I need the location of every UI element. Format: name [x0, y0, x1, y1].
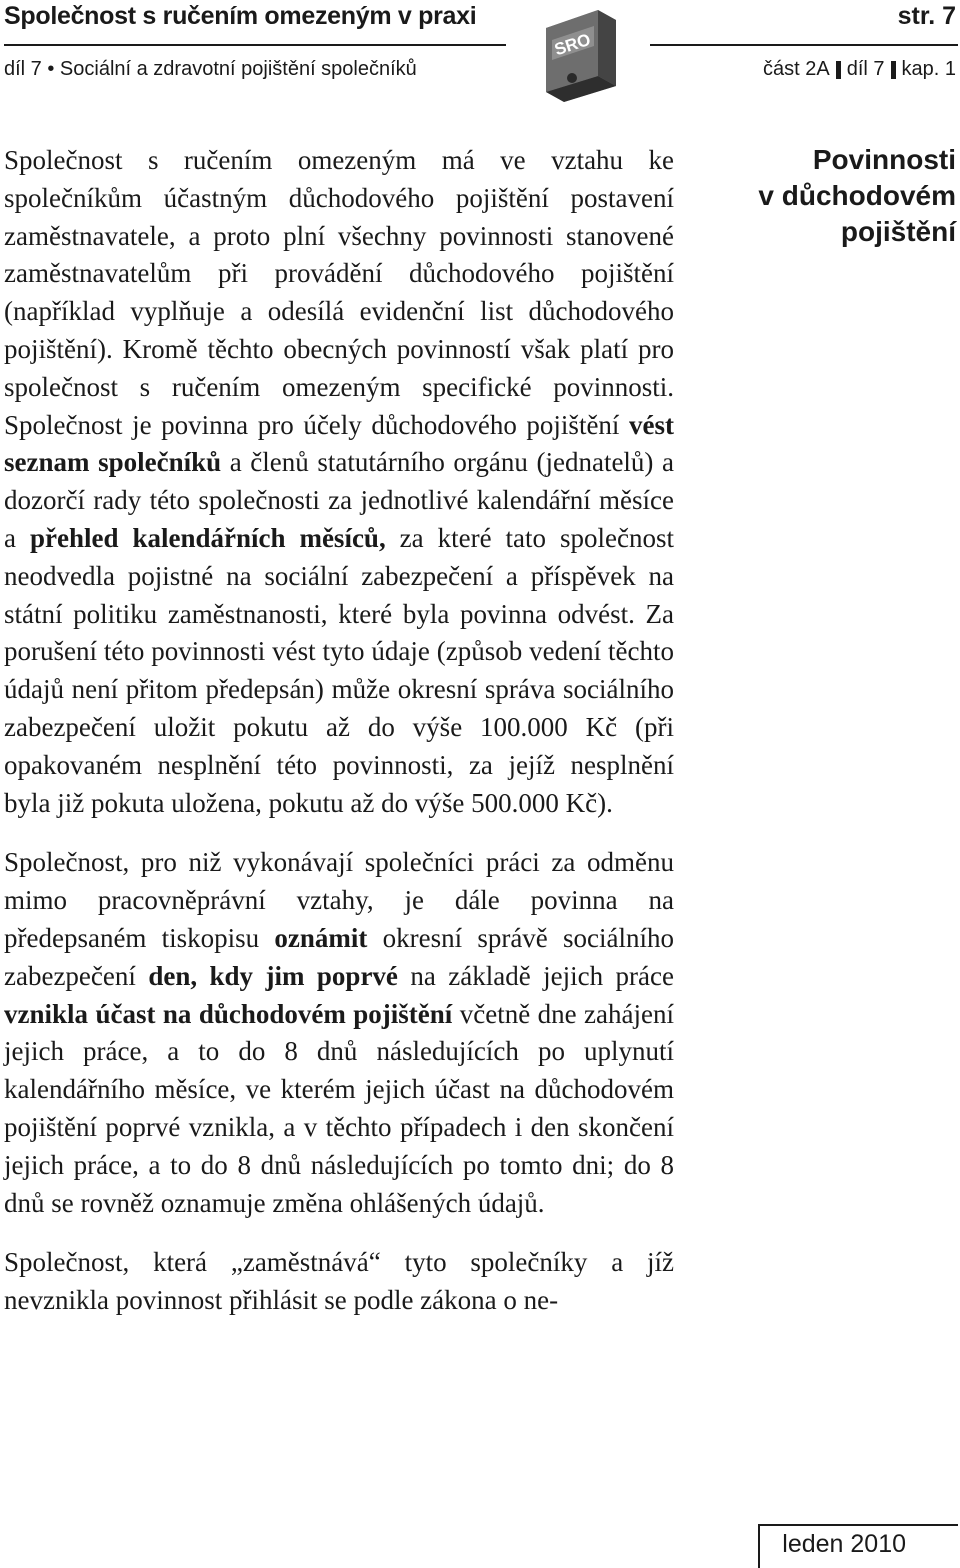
nav-part: část 2A [763, 58, 830, 80]
emphasis-text: oznámit [274, 922, 368, 953]
paragraph [4, 142, 674, 822]
running-header-subtitle: díl 7 • Sociální a zdravotní pojištění společníků [4, 58, 417, 80]
main-text [4, 142, 674, 1320]
paragraph-text: včetně dne zahájení jejich práce, a to do 8 dnů následujících po uplynutí kalendářního měsíce, ve kterém jejich účast na důchodovém pojištění poprvé vznikla, a v těchto případech i den skončení jejich práce, a to do 8 dnů následujících po tomto dni; do 8 dnů se rovněž oznamuje změna ohlášených údajů. [4, 998, 674, 1218]
paragraph-text: Společnost, pro niž vykonávají společníci práci za odměnu mimo pracovněprávní vztahy, je dále povinna na předepsaném tiskopisu [4, 847, 674, 953]
nav-volume: díl 7 [846, 58, 885, 80]
footer-date: leden 2010 [782, 1530, 906, 1558]
sidebar-heading-line: pojištění [840, 216, 956, 247]
page-number: str. 7 [897, 2, 956, 30]
emphasis-text: přehled kalendářních měsíců, [29, 522, 386, 553]
paragraph [4, 1244, 674, 1320]
nav-separator-icon [891, 61, 896, 79]
header-rule-left [4, 44, 506, 46]
sidebar-heading [726, 142, 956, 250]
emphasis-text: vznikla účast na důchodovém pojištění [4, 998, 453, 1029]
paragraph-text: na základě jejich práce [397, 960, 674, 991]
paragraph [4, 844, 674, 1222]
nav-chapter: kap. 1 [901, 58, 956, 80]
sidebar-heading-line: v důchodovém [758, 180, 956, 211]
header-rule-right [650, 44, 958, 46]
emphasis-text: vést seznam společníků [4, 409, 674, 478]
sidebar-heading-line: Povinnosti [812, 144, 956, 175]
paragraph-text: Společnost, která „zaměstnává“ tyto společníky a jíž nevznikla povinnost přihlásit se podle zákona o ne- [4, 1247, 674, 1316]
paragraph-text: Společnost s ručením omezeným má ve vztahu ke společníkům účastným důchodového pojištění postavení zaměstnavatele, a proto plní všechny povinnosti stanovené zaměstnavatelům při provádění důchodového pojištění (například vyplňuje a odesílá evidenční list důchodového pojištění). Kromě těchto obecných povinností však platí pro společnost s ručením omezeným specifické povinnosti. Společnost je povinna pro účely důchodového pojištění [4, 145, 674, 440]
paragraph-text: okresní správě sociálního zabezpečení [4, 922, 674, 991]
binder-book-icon [536, 6, 622, 104]
paragraph-text: za které tato společnost neodvedla pojistné na sociální zabezpečení a příspěvek na státní politiku zaměstnanosti, které byla povinna odvést. Za porušení této povinnosti vést tyto údaje (způsob vedení těchto údajů není přitom předepsán) může okresní správa sociálního zabezpečení uložit pokutu až do výše 100.000 Kč (při opakovaném nesplnění této povinnosti, za jejíž nesplnění byla již pokuta uložena, pokutu až do výše 500.000 Kč). [4, 522, 675, 818]
emphasis-text: den, kdy jim poprvé [148, 960, 398, 991]
running-header-title: Společnost s ručením omezeným v praxi [4, 2, 477, 30]
section-navigation [763, 58, 956, 81]
paragraph-text: a členů statutárního orgánu (jednatelů) a dozorčí rady této společnosti za jednotlivé kalendářní měsíce a [4, 447, 674, 553]
logo-label: SRO [552, 29, 593, 60]
nav-separator-icon [836, 61, 841, 79]
